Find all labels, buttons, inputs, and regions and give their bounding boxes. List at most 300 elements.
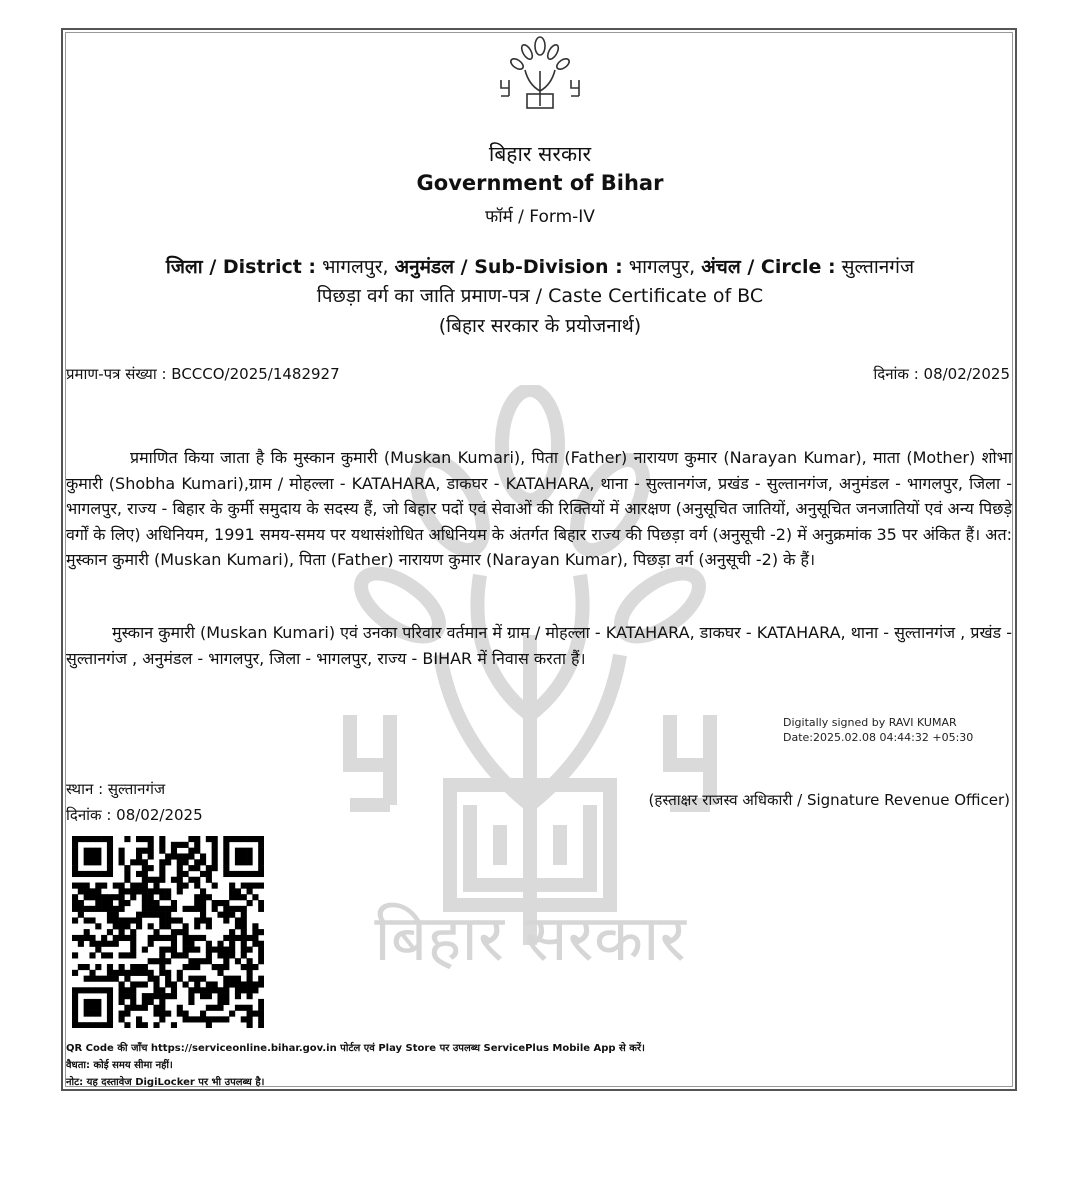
qr-module bbox=[107, 1022, 113, 1028]
qr-module bbox=[241, 848, 247, 854]
qr-module bbox=[78, 912, 84, 918]
qr-module bbox=[188, 935, 194, 941]
qr-module bbox=[241, 836, 247, 842]
qr-module bbox=[200, 900, 206, 906]
qr-module bbox=[72, 952, 78, 958]
qr-module bbox=[212, 1016, 218, 1022]
qr-module bbox=[119, 952, 125, 958]
qr-module bbox=[241, 906, 247, 912]
qr-module bbox=[101, 900, 107, 906]
qr-module bbox=[258, 999, 264, 1005]
qr-module bbox=[206, 952, 212, 958]
qr-module bbox=[159, 917, 165, 923]
qr-module bbox=[194, 894, 200, 900]
qr-module bbox=[200, 976, 206, 982]
qr-module bbox=[159, 906, 165, 912]
qr-module bbox=[223, 853, 229, 859]
qr-module bbox=[130, 917, 136, 923]
qr-module bbox=[124, 976, 130, 982]
qr-module bbox=[183, 929, 189, 935]
qr-module bbox=[136, 888, 142, 894]
qr-module bbox=[258, 900, 264, 906]
qr-module bbox=[217, 1016, 223, 1022]
qr-module bbox=[217, 941, 223, 947]
qr-module bbox=[247, 1005, 253, 1011]
qr-module bbox=[188, 853, 194, 859]
qr-module bbox=[124, 836, 130, 842]
qr-module bbox=[212, 859, 218, 865]
qr-module bbox=[229, 894, 235, 900]
qr-module bbox=[136, 871, 142, 877]
qr-module bbox=[95, 941, 101, 947]
qr-module bbox=[72, 853, 78, 859]
qr-module bbox=[89, 970, 95, 976]
qr-module bbox=[206, 894, 212, 900]
qr-module bbox=[194, 923, 200, 929]
qr-module bbox=[89, 859, 95, 865]
district-value: भागलपुर, bbox=[322, 256, 389, 278]
qr-module bbox=[78, 871, 84, 877]
qr-module bbox=[206, 947, 212, 953]
qr-module bbox=[107, 987, 113, 993]
qr-module bbox=[206, 877, 212, 883]
qr-module bbox=[200, 1016, 206, 1022]
qr-module bbox=[142, 1022, 148, 1028]
qr-module bbox=[136, 964, 142, 970]
qr-module bbox=[101, 883, 107, 889]
qr-module bbox=[247, 859, 253, 865]
qr-module bbox=[142, 993, 148, 999]
qr-module bbox=[148, 900, 154, 906]
qr-module bbox=[136, 912, 142, 918]
qr-module bbox=[241, 912, 247, 918]
qr-module bbox=[107, 865, 113, 871]
qr-module bbox=[159, 894, 165, 900]
qr-module bbox=[153, 900, 159, 906]
qr-module bbox=[194, 906, 200, 912]
qr-module bbox=[136, 1016, 142, 1022]
qr-module bbox=[229, 1011, 235, 1017]
qr-module bbox=[206, 958, 212, 964]
qr-module bbox=[142, 871, 148, 877]
qr-module bbox=[142, 900, 148, 906]
qr-module bbox=[142, 859, 148, 865]
qr-module bbox=[241, 871, 247, 877]
qr-module bbox=[252, 981, 258, 987]
qr-module bbox=[229, 912, 235, 918]
qr-module bbox=[113, 883, 119, 889]
qr-module bbox=[89, 917, 95, 923]
qr-module bbox=[177, 976, 183, 982]
qr-module bbox=[84, 848, 90, 854]
qr-module bbox=[194, 976, 200, 982]
qr-module bbox=[148, 923, 154, 929]
qr-module bbox=[142, 999, 148, 1005]
qr-module bbox=[177, 917, 183, 923]
qr-module bbox=[200, 906, 206, 912]
qr-module bbox=[84, 999, 90, 1005]
qr-module bbox=[252, 871, 258, 877]
qr-module bbox=[159, 865, 165, 871]
qr-module bbox=[229, 976, 235, 982]
qr-module bbox=[107, 999, 113, 1005]
qr-module bbox=[258, 1005, 264, 1011]
qr-module bbox=[188, 865, 194, 871]
qr-module bbox=[165, 958, 171, 964]
qr-module bbox=[258, 976, 264, 982]
qr-module bbox=[84, 836, 90, 842]
paragraph-2-text: मुस्कान कुमारी (Muskan Kumari) एवं उनका परिवार वर्तमान में ग्राम / मोहल्ला - KATAHARA, डाकघर - KATAHARA, थाना - सुल्तानगंज , प्रखंड - सुल्तानगंज , अनुमंडल - भागलपुर, जिला - भागलपुर, राज्य - BIHAR में निवास करता हैं। bbox=[66, 623, 1012, 668]
qr-module bbox=[95, 987, 101, 993]
qr-module bbox=[95, 1011, 101, 1017]
qr-module bbox=[223, 906, 229, 912]
qr-module bbox=[235, 923, 241, 929]
qr-module bbox=[89, 1005, 95, 1011]
qr-module bbox=[78, 1022, 84, 1028]
qr-module bbox=[148, 976, 154, 982]
qr-module bbox=[72, 836, 78, 842]
qr-module bbox=[206, 1016, 212, 1022]
qr-module bbox=[89, 848, 95, 854]
qr-module bbox=[188, 958, 194, 964]
qr-module bbox=[119, 987, 125, 993]
qr-module bbox=[194, 1016, 200, 1022]
qr-module bbox=[124, 900, 130, 906]
qr-module bbox=[252, 836, 258, 842]
qr-module bbox=[188, 993, 194, 999]
qr-module bbox=[229, 883, 235, 889]
qr-module bbox=[194, 917, 200, 923]
qr-module bbox=[148, 842, 154, 848]
qr-module bbox=[252, 923, 258, 929]
qr-module bbox=[89, 976, 95, 982]
qr-module bbox=[165, 853, 171, 859]
qr-module bbox=[72, 883, 78, 889]
qr-module bbox=[78, 935, 84, 941]
qr-module bbox=[194, 981, 200, 987]
qr-module bbox=[84, 1005, 90, 1011]
qr-module bbox=[142, 906, 148, 912]
qr-module bbox=[72, 1016, 78, 1022]
qr-module bbox=[148, 970, 154, 976]
qr-module bbox=[165, 935, 171, 941]
qr-module bbox=[258, 842, 264, 848]
bihar-emblem-logo bbox=[497, 36, 583, 110]
qr-module bbox=[183, 871, 189, 877]
qr-module bbox=[183, 842, 189, 848]
qr-module bbox=[148, 865, 154, 871]
qr-module bbox=[142, 877, 148, 883]
qr-module bbox=[78, 836, 84, 842]
qr-module bbox=[212, 906, 218, 912]
qr-module bbox=[107, 906, 113, 912]
qr-module bbox=[130, 883, 136, 889]
qr-module bbox=[165, 923, 171, 929]
qr-module bbox=[101, 894, 107, 900]
qr-module bbox=[95, 853, 101, 859]
qr-module bbox=[72, 865, 78, 871]
qr-module bbox=[107, 941, 113, 947]
qr-module bbox=[89, 952, 95, 958]
qr-module bbox=[177, 883, 183, 889]
qr-module bbox=[177, 842, 183, 848]
qr-module bbox=[84, 888, 90, 894]
qr-module bbox=[241, 883, 247, 889]
qr-module bbox=[142, 912, 148, 918]
qr-module bbox=[194, 859, 200, 865]
qr-module bbox=[89, 888, 95, 894]
qr-module bbox=[95, 883, 101, 889]
qr-module bbox=[124, 935, 130, 941]
qr-module bbox=[89, 894, 95, 900]
qr-module bbox=[258, 958, 264, 964]
digital-signature-signer: Digitally signed by RAVI KUMAR bbox=[783, 716, 957, 729]
qr-module bbox=[78, 888, 84, 894]
qr-module bbox=[223, 964, 229, 970]
qr-module bbox=[165, 993, 171, 999]
qr-module bbox=[212, 883, 218, 889]
qr-module bbox=[183, 883, 189, 889]
qr-module bbox=[223, 952, 229, 958]
qr-module bbox=[229, 888, 235, 894]
qr-module bbox=[247, 848, 253, 854]
qr-module bbox=[165, 912, 171, 918]
qr-module bbox=[84, 1011, 90, 1017]
qr-module bbox=[188, 836, 194, 842]
qr-module bbox=[84, 894, 90, 900]
qr-module bbox=[78, 900, 84, 906]
qr-module bbox=[107, 836, 113, 842]
qr-module bbox=[171, 917, 177, 923]
qr-module bbox=[212, 836, 218, 842]
qr-module bbox=[153, 929, 159, 935]
qr-module bbox=[247, 987, 253, 993]
qr-module bbox=[235, 987, 241, 993]
qr-module bbox=[183, 935, 189, 941]
qr-module bbox=[200, 987, 206, 993]
qr-module bbox=[95, 976, 101, 982]
qr-module bbox=[136, 853, 142, 859]
qr-module bbox=[200, 888, 206, 894]
qr-module bbox=[194, 935, 200, 941]
qr-module bbox=[217, 970, 223, 976]
qr-module bbox=[229, 836, 235, 842]
qr-module bbox=[159, 964, 165, 970]
qr-module bbox=[130, 1005, 136, 1011]
certificate-purpose: (बिहार सरकार के प्रयोजनार्थ) bbox=[438, 315, 642, 337]
qr-module bbox=[217, 952, 223, 958]
qr-module bbox=[188, 906, 194, 912]
qr-module bbox=[159, 999, 165, 1005]
qr-module bbox=[165, 976, 171, 982]
qr-module bbox=[153, 906, 159, 912]
qr-module bbox=[188, 941, 194, 947]
qr-module bbox=[171, 842, 177, 848]
qr-module bbox=[258, 871, 264, 877]
qr-module bbox=[241, 1016, 247, 1022]
qr-module bbox=[200, 853, 206, 859]
qr-module bbox=[206, 836, 212, 842]
qr-module bbox=[107, 871, 113, 877]
qr-module bbox=[247, 871, 253, 877]
qr-module bbox=[229, 947, 235, 953]
qr-module bbox=[159, 877, 165, 883]
qr-module bbox=[212, 947, 218, 953]
qr-module bbox=[235, 993, 241, 999]
qr-module bbox=[84, 964, 90, 970]
qr-module bbox=[124, 993, 130, 999]
qr-module bbox=[95, 871, 101, 877]
qr-module bbox=[78, 987, 84, 993]
qr-module bbox=[177, 859, 183, 865]
qr-module bbox=[235, 853, 241, 859]
qr-module bbox=[194, 964, 200, 970]
issue-date: दिनांक : 08/02/2025 bbox=[873, 365, 1010, 383]
qr-module bbox=[78, 883, 84, 889]
qr-module bbox=[241, 947, 247, 953]
qr-module bbox=[171, 906, 177, 912]
qr-module bbox=[107, 970, 113, 976]
district-label: जिला / District : bbox=[165, 256, 317, 278]
qr-module bbox=[258, 859, 264, 865]
qr-module bbox=[95, 836, 101, 842]
qr-module bbox=[223, 999, 229, 1005]
qr-module bbox=[130, 947, 136, 953]
qr-module bbox=[171, 935, 177, 941]
qr-module bbox=[212, 987, 218, 993]
qr-module bbox=[183, 947, 189, 953]
qr-module bbox=[258, 848, 264, 854]
qr-module bbox=[136, 836, 142, 842]
qr-module bbox=[95, 964, 101, 970]
issue-place: स्थान : सुल्तानगंज bbox=[66, 780, 166, 798]
qr-module bbox=[165, 1011, 171, 1017]
qr-module bbox=[130, 894, 136, 900]
qr-module bbox=[183, 906, 189, 912]
qr-module bbox=[206, 923, 212, 929]
qr-module bbox=[136, 848, 142, 854]
qr-module bbox=[183, 981, 189, 987]
qr-module bbox=[258, 1022, 264, 1028]
digilocker-note: नोट: यह दस्तावेज DigiLocker पर भी उपलब्ध है। bbox=[66, 1077, 265, 1088]
qr-module bbox=[113, 923, 119, 929]
qr-module bbox=[130, 970, 136, 976]
qr-module bbox=[223, 987, 229, 993]
qr-module bbox=[153, 993, 159, 999]
qr-module bbox=[217, 987, 223, 993]
qr-module bbox=[107, 1005, 113, 1011]
qr-module bbox=[153, 877, 159, 883]
qr-module bbox=[223, 836, 229, 842]
qr-module bbox=[95, 894, 101, 900]
qr-module bbox=[101, 871, 107, 877]
qr-module bbox=[72, 987, 78, 993]
qr-module bbox=[107, 964, 113, 970]
qr-module bbox=[177, 952, 183, 958]
qr-module bbox=[194, 865, 200, 871]
qr-module bbox=[235, 976, 241, 982]
qr-module bbox=[165, 981, 171, 987]
qr-module bbox=[101, 906, 107, 912]
qr-module bbox=[194, 900, 200, 906]
qr-module bbox=[107, 993, 113, 999]
qr-module bbox=[252, 883, 258, 889]
qr-module bbox=[153, 976, 159, 982]
qr-module bbox=[165, 859, 171, 865]
qr-module bbox=[84, 976, 90, 982]
qr-module bbox=[113, 935, 119, 941]
qr-module bbox=[153, 1022, 159, 1028]
qr-module bbox=[177, 871, 183, 877]
qr-module bbox=[223, 935, 229, 941]
certificate-body-paragraph-1 bbox=[66, 445, 1012, 573]
qr-module bbox=[142, 1005, 148, 1011]
qr-module bbox=[252, 929, 258, 935]
qr-module bbox=[84, 859, 90, 865]
qr-module bbox=[235, 888, 241, 894]
qr-module bbox=[148, 853, 154, 859]
qr-module bbox=[148, 999, 154, 1005]
qr-module bbox=[107, 859, 113, 865]
qr-module bbox=[148, 906, 154, 912]
qr-module bbox=[130, 941, 136, 947]
qr-module bbox=[72, 1005, 78, 1011]
qr-module bbox=[142, 894, 148, 900]
qr-module bbox=[171, 987, 177, 993]
qr-module bbox=[159, 1016, 165, 1022]
qr-module bbox=[95, 1022, 101, 1028]
qr-module bbox=[229, 906, 235, 912]
qr-module bbox=[247, 958, 253, 964]
qr-module bbox=[235, 848, 241, 854]
qr-module bbox=[119, 848, 125, 854]
qr-module bbox=[235, 836, 241, 842]
qr-module bbox=[153, 935, 159, 941]
qr-module bbox=[84, 917, 90, 923]
qr-module bbox=[72, 917, 78, 923]
qr-module bbox=[148, 894, 154, 900]
qr-module bbox=[72, 1022, 78, 1028]
qr-module bbox=[142, 981, 148, 987]
qr-module bbox=[241, 917, 247, 923]
qr-module bbox=[119, 917, 125, 923]
qr-module bbox=[119, 993, 125, 999]
qr-module bbox=[188, 877, 194, 883]
qr-module bbox=[229, 941, 235, 947]
qr-module bbox=[241, 981, 247, 987]
qr-module bbox=[229, 952, 235, 958]
qr-module bbox=[159, 987, 165, 993]
qr-module bbox=[95, 888, 101, 894]
qr-module bbox=[159, 842, 165, 848]
digital-signature-date: Date:2025.02.08 04:44:32 +05:30 bbox=[783, 731, 974, 744]
digital-signature bbox=[783, 715, 973, 745]
qr-module bbox=[235, 981, 241, 987]
qr-module bbox=[119, 964, 125, 970]
qr-module bbox=[124, 888, 130, 894]
qr-module bbox=[206, 871, 212, 877]
qr-module bbox=[101, 976, 107, 982]
qr-module bbox=[101, 836, 107, 842]
qr-module bbox=[171, 947, 177, 953]
qr-module bbox=[241, 894, 247, 900]
qr-module bbox=[72, 848, 78, 854]
qr-module bbox=[165, 906, 171, 912]
qr-module bbox=[153, 987, 159, 993]
qr-module bbox=[159, 836, 165, 842]
qr-module bbox=[153, 888, 159, 894]
qr-module bbox=[148, 836, 154, 842]
